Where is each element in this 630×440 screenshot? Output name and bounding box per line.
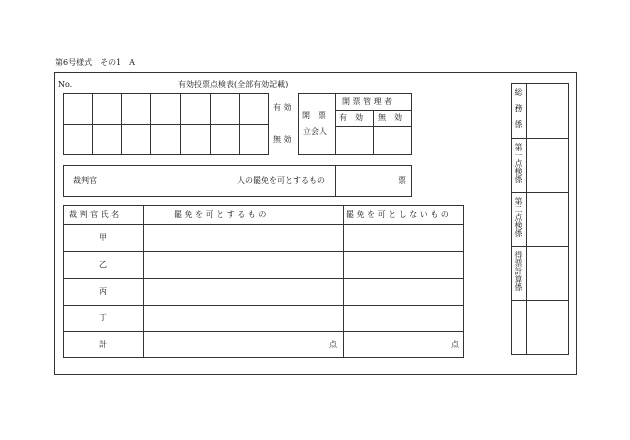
row-label: 乙 xyxy=(99,260,107,269)
vote-unit-label: 票 xyxy=(398,176,406,185)
total-unit-dismiss-no: 点 xyxy=(451,340,459,349)
judge-label: 裁判官 xyxy=(73,176,97,185)
staff-first-inspection: 第一点検係 xyxy=(514,143,523,183)
form-number-label: 第6号様式 その1 A xyxy=(55,58,135,67)
judge-row-divider xyxy=(335,165,336,197)
tally-invalid-label: 無 効 xyxy=(273,135,292,144)
total-label: 計 xyxy=(99,340,107,349)
staff-general-affairs: 総務係 xyxy=(514,88,523,136)
row-label: 甲 xyxy=(99,233,107,242)
total-unit-dismiss-yes: 点 xyxy=(329,340,337,349)
tally-valid-label: 有 効 xyxy=(273,103,292,112)
header-dismiss-no: 罷 免 を 可 と し な い も の xyxy=(346,210,449,219)
staff-second-inspection: 第二点検係 xyxy=(514,197,523,237)
judge-text: 人の罷免を可とするもの xyxy=(237,176,325,185)
row-label: 丁 xyxy=(99,313,107,322)
header-dismiss-yes: 罷 免 を 可 と す る も の xyxy=(174,210,267,219)
witness-label: 立会人 xyxy=(303,127,327,136)
header-judge-name: 裁 判 官 氏 名 xyxy=(69,210,120,219)
form-title: 有効投票点検表(全部有効記載) xyxy=(178,80,289,89)
row-label: 丙 xyxy=(99,287,107,296)
staff-vote-calculation: 得票計算係 xyxy=(514,251,523,291)
manager-label: 開 票 管 理 者 xyxy=(342,97,393,106)
no-label: No. xyxy=(58,80,73,89)
manager-valid-label: 有 効 xyxy=(339,113,363,122)
manager-invalid-label: 無 効 xyxy=(378,113,402,122)
open-label: 開 票 xyxy=(302,111,326,120)
